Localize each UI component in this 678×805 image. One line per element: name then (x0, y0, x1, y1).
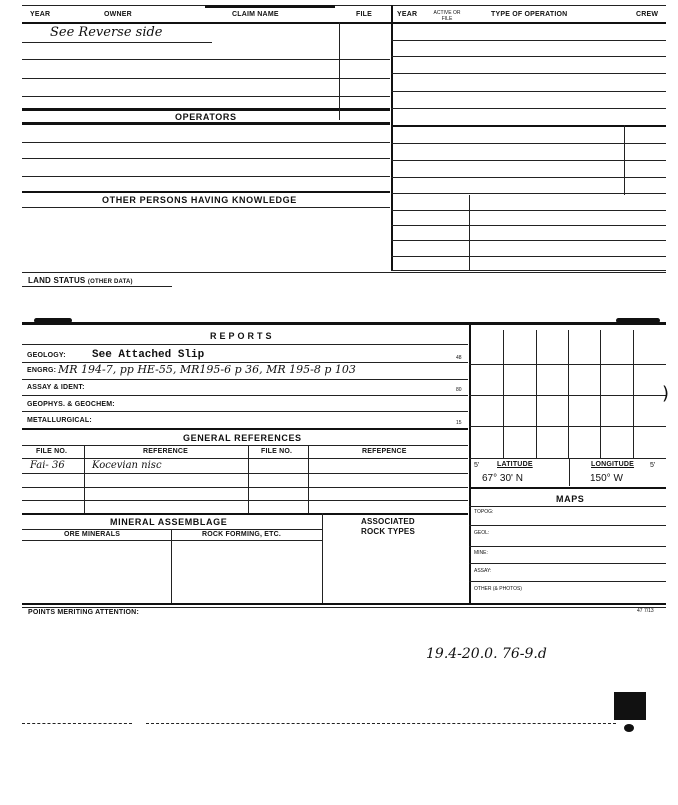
assay-num: 80 (456, 387, 462, 393)
ink-blot-drop (624, 724, 634, 732)
form-code: 47 7/13 (637, 608, 654, 614)
latitude-label: LATITUDE (497, 461, 533, 468)
header-active-or-file: ACTIVE OR FILE (433, 10, 461, 22)
gr-header-reference-1: REFERENCE (143, 448, 188, 455)
geophys-label: GEOPHYS. & GEOCHEM: (27, 401, 115, 408)
associated-label: ASSOCIATED (361, 517, 415, 526)
gr-header-file-no-2: FILE NO. (261, 448, 293, 455)
geology-value: See Attached Slip (92, 349, 205, 361)
gr-header-reference-2: REFEPENCE (362, 448, 407, 455)
lat-prefix: 5' (474, 462, 480, 469)
page-edge-arrow: ) (662, 383, 670, 404)
geology-num: 48 (456, 355, 462, 361)
engrg-label: ENGRG: (27, 367, 57, 374)
owner-handwritten-note: See Reverse side (50, 25, 163, 40)
header-owner: OWNER (104, 11, 132, 18)
gr-row1-file: Fai- 36 (30, 460, 65, 471)
longitude-label: LONGITUDE (591, 461, 635, 468)
maps-mine: MINE: (474, 550, 488, 556)
maps-assay: ASSAY: (474, 568, 492, 574)
assay-label: ASSAY & IDENT: (27, 384, 85, 391)
header-claim-name: CLAIM NAME (232, 11, 279, 18)
engrg-value: MR 194-7, pp HE-55, MR195-6 p 36, MR 195-8 p 103 (58, 363, 356, 376)
maps-topog: TOPOG: (474, 509, 494, 515)
land-status-sub: (OTHER DATA) (87, 279, 133, 285)
maps-title: MAPS (556, 494, 585, 504)
header-type-of-operation: TYPE OF OPERATION (491, 11, 568, 18)
other-persons-title: OTHER PERSONS HAVING KNOWLEDGE (102, 195, 297, 205)
metallurgical-num: 15 (456, 420, 462, 426)
mineral-assemblage-title: MINERAL ASSEMBLAGE (110, 517, 228, 527)
scan-smudge-right (616, 318, 660, 323)
ink-blot (614, 692, 646, 720)
land-status-label (28, 276, 133, 285)
longitude-value: 150° W (590, 473, 623, 484)
points-meriting-attention: POINTS MERITING ATTENTION: (28, 609, 139, 616)
scan-smudge-left (34, 318, 72, 323)
ore-minerals-label: ORE MINERALS (64, 531, 121, 538)
header-year: YEAR (30, 11, 51, 18)
maps-geol: GEOL: (474, 530, 490, 536)
gr-header-file-no-1: FILE NO. (36, 448, 68, 455)
long-suffix: 5' (650, 462, 656, 469)
rock-types-label: ROCK TYPES (361, 527, 416, 536)
general-references-title: GENERAL REFERENCES (183, 433, 302, 443)
land-status-main: LAND STATUS (28, 276, 86, 285)
geology-label: GEOLOGY: (27, 352, 66, 359)
header-year-2: YEAR (397, 11, 418, 18)
maps-other: OTHER (& PHOTOS) (474, 586, 522, 592)
footer-handwritten: 19.4-20.0. 76-9.d (426, 646, 547, 662)
reports-title: REPORTS (210, 331, 275, 341)
metallurgical-label: METALLURGICAL: (27, 417, 92, 424)
header-crew: CREW (636, 11, 659, 18)
operators-title: OPERATORS (175, 112, 237, 122)
latitude-value: 67° 30' N (482, 473, 523, 484)
rock-forming-label: ROCK FORMING, ETC. (202, 531, 282, 538)
header-file: FILE (356, 11, 372, 18)
gr-row1-reference: Kocevian nisc (92, 460, 162, 471)
